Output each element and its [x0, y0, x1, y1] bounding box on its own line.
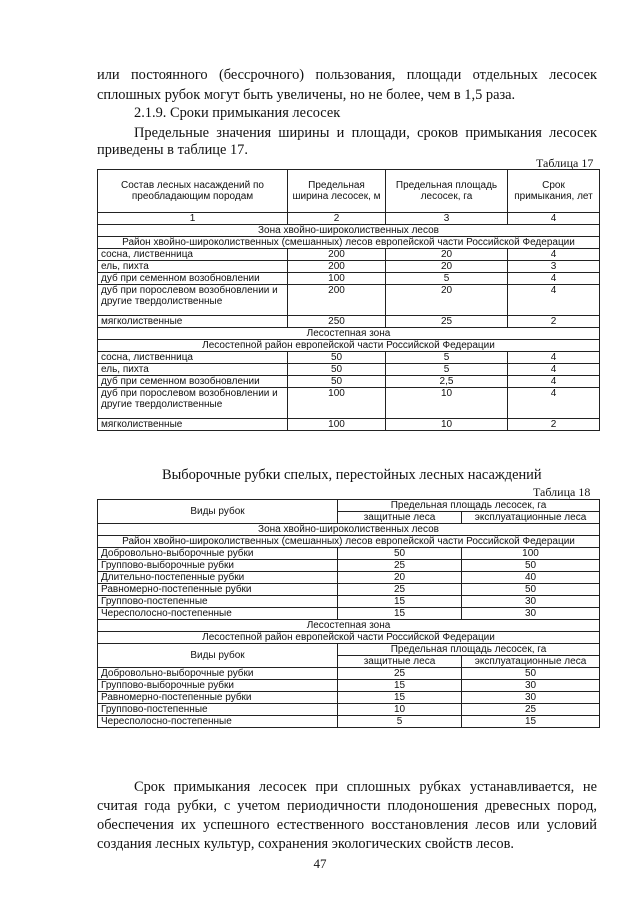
table-row	[98, 608, 600, 620]
t18-cell: 50	[338, 548, 462, 560]
outro-line-3: обеспечения их успешного естественного восстановления лесов или условий	[97, 817, 597, 833]
t18-cell: 15	[338, 596, 462, 608]
t18-cell: 50	[462, 560, 600, 572]
table-row	[98, 261, 600, 273]
table-row	[98, 364, 600, 376]
table-18	[97, 499, 600, 728]
t17-zone1-region: Район хвойно-широколиственных (смешанных) лесов европейской части Российской Федерации	[98, 237, 600, 249]
table17-caption: Таблица 17	[536, 156, 594, 170]
t18-header-area-2: Предельная площадь лесосек, га	[338, 644, 600, 656]
t18-cell: Группово-выборочные рубки	[98, 680, 338, 692]
section-heading: 2.1.9. Сроки примыкания лесосек	[134, 105, 341, 121]
t18-zone1-region: Район хвойно-широколиственных (смешанных) лесов европейской части Российской Федерации	[98, 536, 600, 548]
table-17	[97, 169, 600, 431]
t17-cell: 20	[386, 249, 508, 261]
t17-cell: 100	[288, 273, 386, 285]
table-row	[98, 285, 600, 316]
t17-header-composition: Состав лесных насаждений по преобладающим породам	[98, 170, 288, 213]
table18-caption: Таблица 18	[533, 485, 591, 499]
intro-line-1: или постоянного (бессрочного) пользования, площади отдельных лесосек	[97, 67, 597, 83]
t17-cell: 2	[508, 316, 600, 328]
outro-line-1: Срок примыкания лесосек при сплошных рубках устанавливается, не	[134, 779, 597, 795]
t18-cell: 100	[462, 548, 600, 560]
t18-cell: 25	[338, 668, 462, 680]
t18-cell: 30	[462, 608, 600, 620]
selective-title: Выборочные рубки спелых, перестойных лесных насаждений	[162, 467, 542, 483]
t18-header-type-2: Виды рубок	[98, 644, 338, 668]
t17-cell: ель, пихта	[98, 261, 288, 273]
section-para-line-2: приведены в таблице 17.	[97, 142, 248, 158]
t17-cell: 10	[386, 419, 508, 431]
t17-cell: 100	[288, 388, 386, 419]
t17-cell: 250	[288, 316, 386, 328]
t18-cell: Группово-постепенные	[98, 596, 338, 608]
t17-cell: дуб при порослевом возобновлении и другие твердолиственные	[98, 388, 288, 419]
table-row	[98, 668, 600, 680]
t18-cell: Равномерно-постепенные рубки	[98, 692, 338, 704]
t18-header-area: Предельная площадь лесосек, га	[338, 500, 600, 512]
t18-cell: Равномерно-постепенные рубки	[98, 584, 338, 596]
t17-header-term: Срок примыкания, лет	[508, 170, 600, 213]
t18-cell: 25	[338, 560, 462, 572]
t17-cell: 100	[288, 419, 386, 431]
table-row	[98, 560, 600, 572]
t17-cell: дуб при порослевом возобновлении и другие твердолиственные	[98, 285, 288, 316]
t17-cell: 5	[386, 364, 508, 376]
t17-cell: мягколиственные	[98, 316, 288, 328]
t18-cell: 50	[462, 668, 600, 680]
t18-cell: Добровольно-выборочные рубки	[98, 668, 338, 680]
t17-cell: 5	[386, 273, 508, 285]
table-row	[98, 716, 600, 728]
table-row	[98, 249, 600, 261]
t18-header-exploit: эксплуатационные леса	[462, 512, 600, 524]
t17-header-width: Предельная ширина лесосек, м	[288, 170, 386, 213]
t17-cell: 20	[386, 285, 508, 316]
t18-cell: 15	[338, 692, 462, 704]
t17-cell: 4	[508, 376, 600, 388]
t17-cell: дуб при семенном возобновлении	[98, 376, 288, 388]
t18-cell: 15	[338, 680, 462, 692]
t17-cell: 50	[288, 376, 386, 388]
table-row	[98, 704, 600, 716]
t17-header-area: Предельная площадь лесосек, га	[386, 170, 508, 213]
t18-header-protect: защитные леса	[338, 512, 462, 524]
t17-cell: 4	[508, 388, 600, 419]
t18-cell: Чересполосно-постепенные	[98, 608, 338, 620]
t18-cell: 30	[462, 692, 600, 704]
section-para-line-1: Предельные значения ширины и площади, сроков примыкания лесосек	[134, 125, 597, 141]
t17-cell: 50	[288, 352, 386, 364]
outro-line-4: создания лесных культур, сохранения экологических свойств лесов.	[97, 836, 514, 852]
table-row	[98, 273, 600, 285]
t18-zone1-title: Зона хвойно-широколиственных лесов	[98, 524, 600, 536]
table-row	[98, 352, 600, 364]
t17-cell: 20	[386, 261, 508, 273]
table-row	[98, 548, 600, 560]
t18-header-protect-2: защитные леса	[338, 656, 462, 668]
t17-zone2-region: Лесостепной район европейской части Российской Федерации	[98, 340, 600, 352]
t17-cell: 4	[508, 352, 600, 364]
t18-cell: 10	[338, 704, 462, 716]
t17-cell: ель, пихта	[98, 364, 288, 376]
t17-cell: 2,5	[386, 376, 508, 388]
t17-cell: 4	[508, 285, 600, 316]
t17-colnum-2: 2	[288, 213, 386, 225]
t17-cell: 10	[386, 388, 508, 419]
t18-cell: 25	[462, 704, 600, 716]
table-row	[98, 584, 600, 596]
t17-cell: 4	[508, 364, 600, 376]
t17-zone2-title: Лесостепная зона	[98, 328, 600, 340]
t18-cell: Чересполосно-постепенные	[98, 716, 338, 728]
t18-cell: Группово-постепенные	[98, 704, 338, 716]
t18-cell: Группово-выборочные рубки	[98, 560, 338, 572]
page-number: 47	[313, 856, 327, 871]
t17-cell: 3	[508, 261, 600, 273]
t18-cell: 30	[462, 680, 600, 692]
t17-colnum-4: 4	[508, 213, 600, 225]
t17-cell: 4	[508, 249, 600, 261]
t18-cell: 20	[338, 572, 462, 584]
table-row	[98, 376, 600, 388]
t18-cell: 5	[338, 716, 462, 728]
table-row	[98, 596, 600, 608]
t18-cell: 25	[338, 584, 462, 596]
t17-cell: 200	[288, 249, 386, 261]
table-row	[98, 388, 600, 419]
t17-cell: 200	[288, 285, 386, 316]
outro-line-2: считая года рубки, с учетом периодичности плодоношения древесных пород,	[97, 798, 597, 814]
t18-cell: 50	[462, 584, 600, 596]
t17-cell: 25	[386, 316, 508, 328]
t17-cell: 50	[288, 364, 386, 376]
t18-cell: Добровольно-выборочные рубки	[98, 548, 338, 560]
t18-header-exploit-2: эксплуатационные леса	[462, 656, 600, 668]
t17-cell: сосна, лиственница	[98, 352, 288, 364]
t17-cell: 4	[508, 273, 600, 285]
table-row	[98, 316, 600, 328]
t17-cell: мягколиственные	[98, 419, 288, 431]
t18-header-type: Виды рубок	[98, 500, 338, 524]
t17-cell: 5	[386, 352, 508, 364]
t17-cell: 2	[508, 419, 600, 431]
t17-zone1-title: Зона хвойно-широколиственных лесов	[98, 225, 600, 237]
t17-cell: сосна, лиственница	[98, 249, 288, 261]
t17-colnum-1: 1	[98, 213, 288, 225]
t18-cell: Длительно-постепенные рубки	[98, 572, 338, 584]
t18-zone2-region: Лесостепной район европейской части Российской Федерации	[98, 632, 600, 644]
t18-zone2-title: Лесостепная зона	[98, 620, 600, 632]
t18-cell: 15	[462, 716, 600, 728]
t18-cell: 30	[462, 596, 600, 608]
t17-colnum-3: 3	[386, 213, 508, 225]
t17-cell: 200	[288, 261, 386, 273]
intro-line-2: сплошных рубок могут быть увеличены, но не более, чем в 1,5 раза.	[97, 87, 516, 103]
table-row	[98, 572, 600, 584]
t18-cell: 40	[462, 572, 600, 584]
table-row	[98, 692, 600, 704]
t18-cell: 15	[338, 608, 462, 620]
table-row	[98, 680, 600, 692]
table-row	[98, 419, 600, 431]
t17-cell: дуб при семенном возобновлении	[98, 273, 288, 285]
